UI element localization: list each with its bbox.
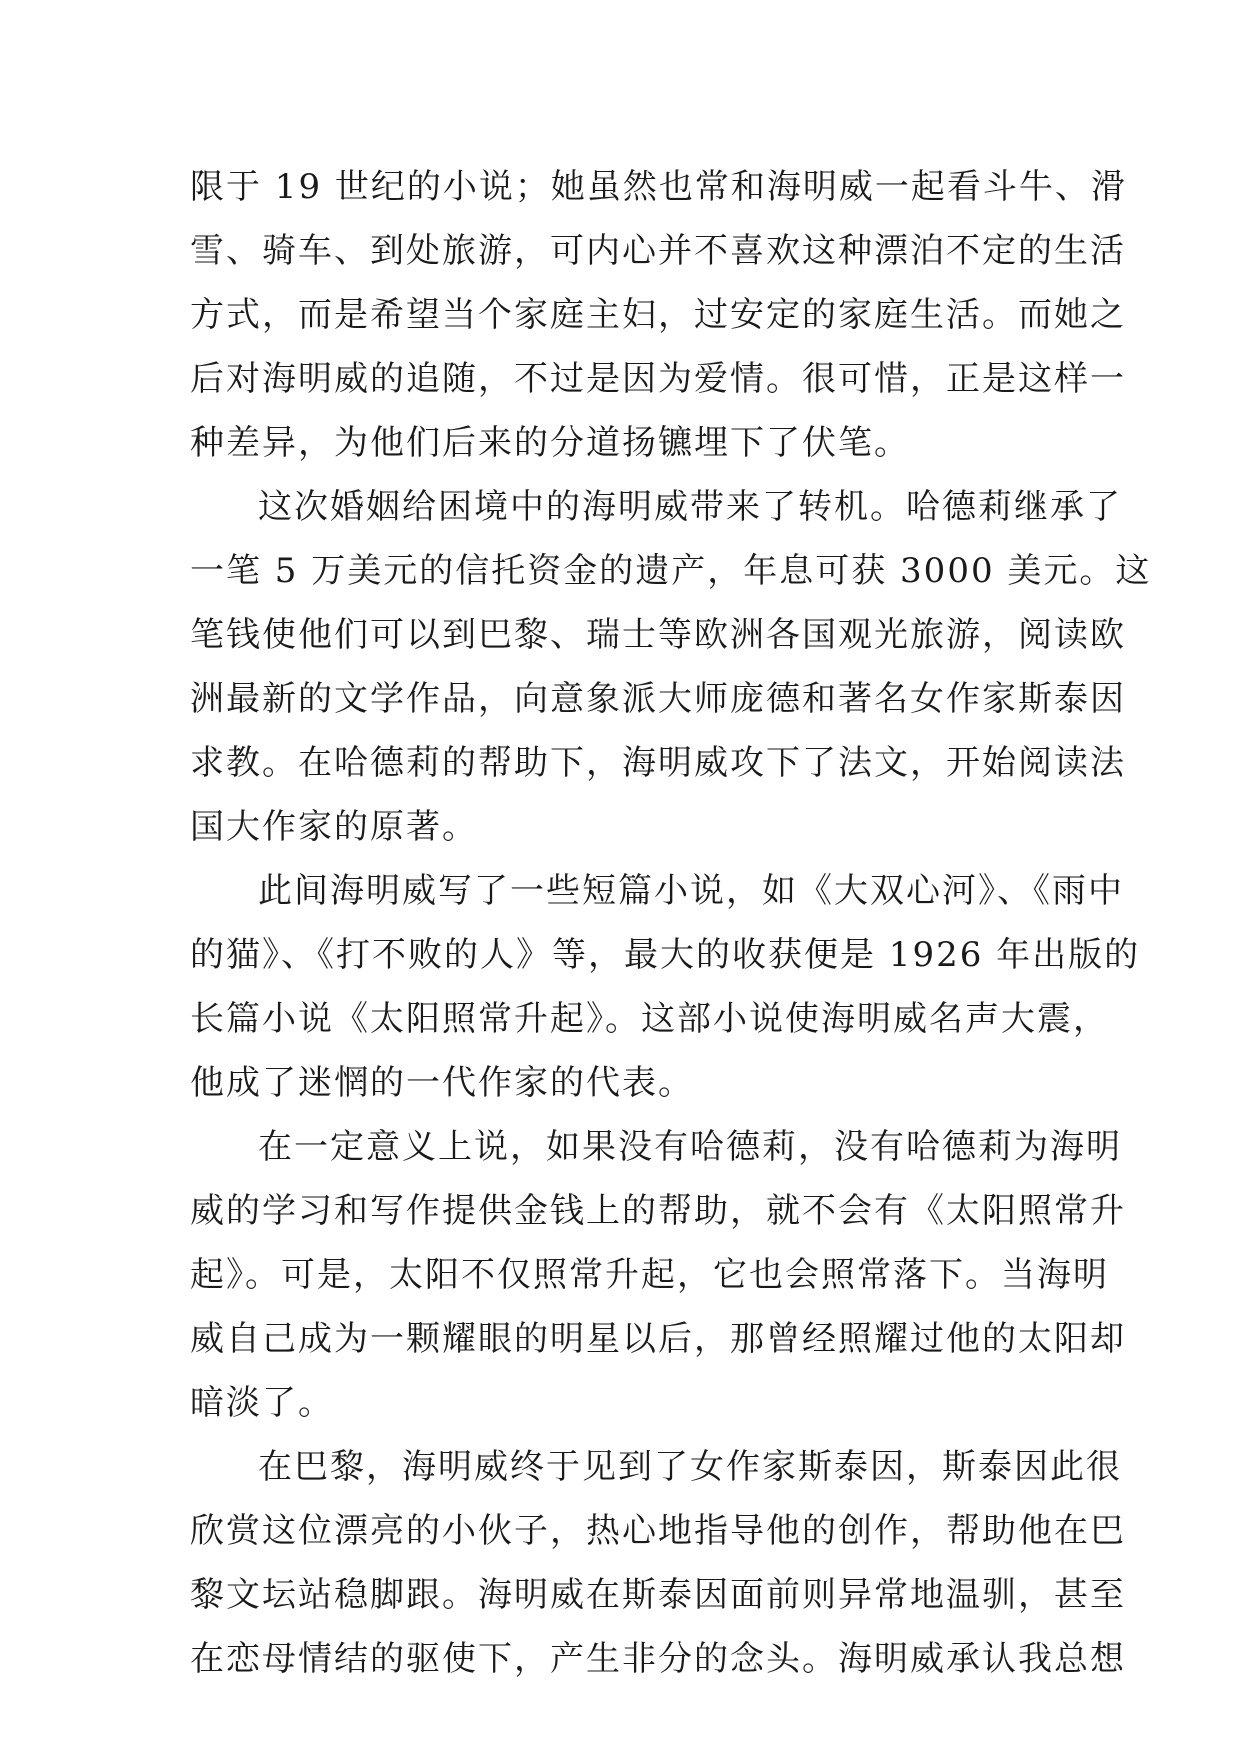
text-line: 国大作家的原著。 [190, 807, 478, 847]
text-line: 方式，而是希望当个家庭主妇，过安定的家庭生活。而她之 [190, 295, 1126, 335]
text-line: 在巴黎，海明威终于见到了女作家斯泰因，斯泰因此很 [258, 1447, 1122, 1487]
paragraph-2 [190, 475, 1152, 859]
paragraph-5 [190, 1435, 1126, 1691]
text-line: 起》。可是，太阳不仅照常升起，它也会照常落下。当海明 [190, 1255, 1109, 1295]
text-line: 欣赏这位漂亮的小伙子，热心地指导他的创作，帮助他在巴 [190, 1511, 1126, 1551]
text-line: 后对海明威的追随，不过是因为爱情。很可惜，正是这样一 [190, 359, 1126, 399]
text-line: 威的学习和写作提供金钱上的帮助，就不会有《太阳照常升 [190, 1191, 1126, 1231]
text-line: 暗淡了。 [190, 1383, 334, 1423]
text-line: 在一定意义上说，如果没有哈德莉，没有哈德莉为海明 [258, 1127, 1122, 1167]
text-line: 洲最新的文学作品，向意象派大师庞德和著名女作家斯泰因 [190, 679, 1126, 719]
text-line: 笔钱使他们可以到巴黎、瑞士等欧洲各国观光旅游，阅读欧 [190, 615, 1126, 655]
text-line: 雪、骑车、到处旅游，可内心并不喜欢这种漂泊不定的生活 [190, 231, 1126, 271]
text-line: 求教。在哈德莉的帮助下，海明威攻下了法文，开始阅读法 [190, 743, 1126, 783]
text-line: 的猫》、《打不败的人》等，最大的收获便是 1926 年出版的 [190, 935, 1141, 975]
text-line: 长篇小说《太阳照常升起》。这部小说使海明威名声大震， [190, 999, 1109, 1039]
body-text [190, 155, 1152, 1691]
text-line: 他成了迷惘的一代作家的代表。 [190, 1063, 694, 1103]
text-line: 一笔 5 万美元的信托资金的遗产，年息可获 3000 美元。这 [190, 551, 1152, 591]
text-line: 限于 19 世纪的小说；她虽然也常和海明威一起看斗牛、滑 [190, 167, 1127, 207]
text-line: 这次婚姻给困境中的海明威带来了转机。哈德莉继承了 [258, 487, 1122, 527]
paragraph-1 [190, 155, 1127, 475]
text-line: 此间海明威写了一些短篇小说，如《大双心河》、《雨中 [258, 871, 1124, 911]
paragraph-3 [190, 859, 1141, 1115]
paragraph-4 [190, 1115, 1126, 1435]
text-line: 种差异，为他们后来的分道扬镳埋下了伏笔。 [190, 423, 910, 463]
text-line: 在恋母情结的驱使下，产生非分的念头。海明威承认我总想 [190, 1639, 1126, 1679]
text-line: 黎文坛站稳脚跟。海明威在斯泰因面前则异常地温驯，甚至 [190, 1575, 1126, 1615]
text-line: 威自己成为一颗耀眼的明星以后，那曾经照耀过他的太阳却 [190, 1319, 1126, 1359]
